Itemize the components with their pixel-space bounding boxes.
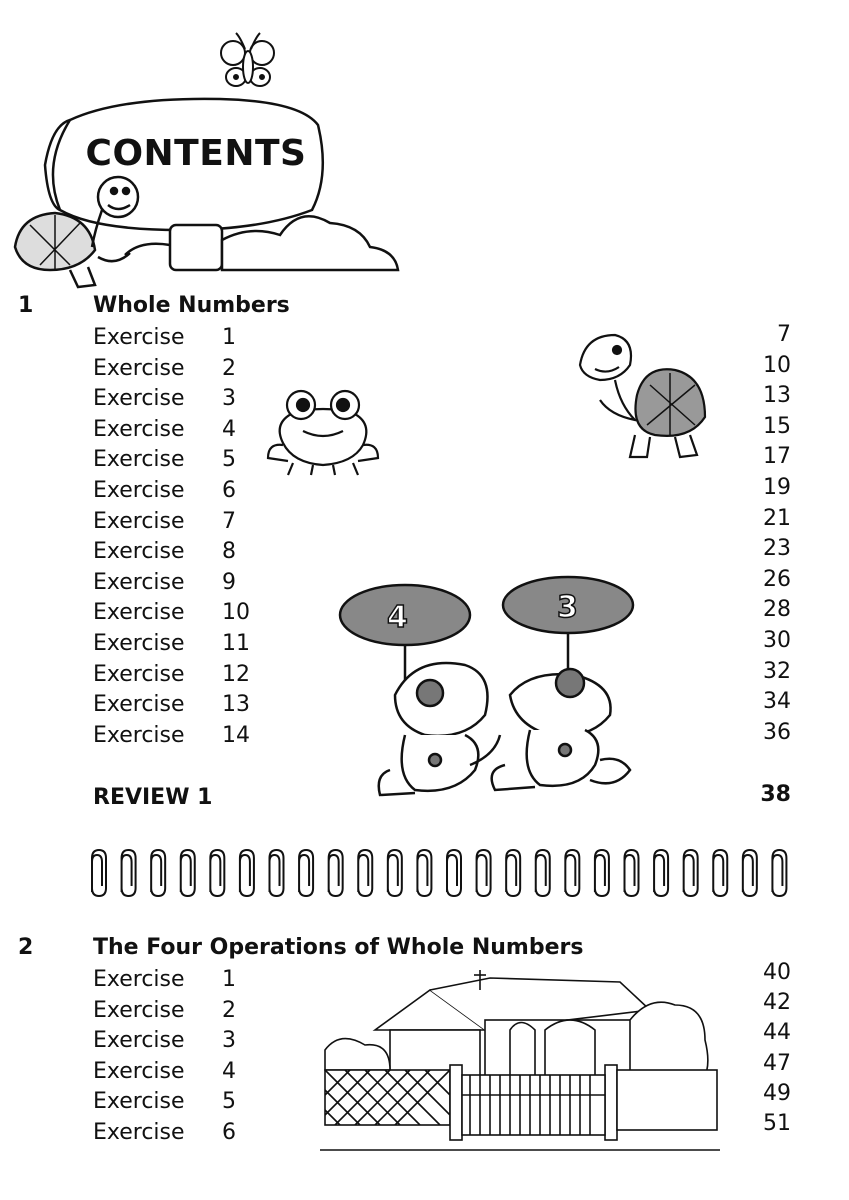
exercise-label: Exercise	[93, 386, 185, 412]
clown-sign-left-number: 4	[387, 600, 408, 635]
paper-clip-icon	[447, 850, 461, 896]
paper-clip-icon	[151, 850, 165, 896]
exercise-number: 13	[222, 692, 250, 718]
exercise-page-number: 34	[763, 689, 791, 715]
page-title: CONTENTS	[85, 133, 307, 174]
exercise-number: 1	[222, 325, 236, 350]
exercise-number: 10	[222, 600, 250, 626]
paper-clip-icon	[654, 850, 668, 896]
paper-clip-icon	[417, 850, 431, 896]
paper-clip-icon	[270, 850, 284, 896]
exercise-number: 2	[222, 355, 236, 381]
paper-clip-divider	[82, 848, 792, 900]
chapter-title: The Four Operations of Whole Numbers	[93, 935, 584, 960]
paper-clip-icon	[388, 850, 402, 896]
exercise-number: 3	[222, 386, 236, 412]
exercise-label: Exercise	[93, 631, 185, 656]
exercise-label: Exercise	[93, 539, 185, 565]
exercise-page-number: 44	[763, 1020, 791, 1046]
exercise-number: 7	[222, 508, 236, 534]
paper-clip-icon	[329, 850, 343, 896]
clowns-illustration	[335, 575, 645, 805]
frog-icon	[263, 383, 383, 478]
exercise-number: 11	[222, 631, 250, 656]
clown-sign-right-number: 3	[557, 590, 578, 625]
exercise-page-number: 36	[763, 719, 791, 745]
exercise-label: Exercise	[93, 1119, 185, 1145]
exercise-label: Exercise	[93, 416, 185, 442]
paper-clip-icon	[595, 850, 609, 896]
exercise-label: Exercise	[93, 967, 185, 992]
exercise-number: 4	[222, 416, 236, 442]
review-label: REVIEW 1	[93, 785, 213, 810]
exercise-number: 1	[222, 967, 236, 992]
exercise-number: 3	[222, 1028, 236, 1053]
exercise-number: 5	[222, 447, 236, 473]
paper-clip-icon	[299, 850, 313, 896]
exercise-page-number: 13	[763, 383, 791, 409]
exercise-page-number: 51	[763, 1111, 791, 1136]
paper-clip-icon	[625, 850, 639, 896]
exercise-label: Exercise	[93, 1028, 185, 1053]
paper-clip-icon	[181, 850, 195, 896]
exercise-page-number: 49	[763, 1080, 791, 1106]
exercise-label: Exercise	[93, 600, 185, 626]
exercise-label: Exercise	[93, 692, 185, 718]
exercise-number: 14	[222, 722, 250, 748]
exercise-page-number: 10	[763, 352, 791, 378]
exercise-label: Exercise	[93, 569, 185, 595]
exercise-page-number: 28	[763, 597, 791, 623]
paper-clip-icon	[536, 850, 550, 896]
exercise-page-number: 17	[763, 444, 791, 470]
turtle-right-icon	[575, 325, 715, 465]
review-page-number: 38	[760, 782, 791, 807]
paper-clip-icon	[743, 850, 757, 896]
paper-clip-icon	[240, 850, 254, 896]
exercise-label: Exercise	[93, 447, 185, 473]
paper-clip-icon	[506, 850, 520, 896]
exercise-label: Exercise	[93, 1058, 185, 1084]
paper-clip-icon	[565, 850, 579, 896]
paper-clip-icon	[358, 850, 372, 896]
exercise-number: 6	[222, 478, 236, 503]
exercise-page-number: 42	[763, 990, 791, 1016]
exercise-label: Exercise	[93, 661, 185, 687]
exercise-page-number: 19	[763, 475, 791, 500]
paper-clip-icon	[772, 850, 786, 896]
chapter-title: Whole Numbers	[93, 293, 290, 318]
butterfly-icon	[221, 33, 274, 86]
exercise-number: 6	[222, 1119, 236, 1145]
sign-board	[45, 99, 398, 270]
exercise-page-number: 26	[763, 566, 791, 592]
exercise-label: Exercise	[93, 997, 185, 1023]
exercise-page-number: 40	[763, 960, 791, 985]
exercise-page-number: 7	[777, 322, 791, 347]
exercise-page-number: 32	[763, 658, 791, 684]
paper-clip-icon	[92, 850, 106, 896]
exercise-number: 4	[222, 1058, 236, 1084]
exercise-label: Exercise	[93, 355, 185, 381]
exercise-page-number: 23	[763, 536, 791, 562]
exercise-label: Exercise	[93, 325, 185, 350]
exercise-number: 2	[222, 997, 236, 1023]
exercise-number: 8	[222, 539, 236, 565]
paper-clip-icon	[210, 850, 224, 896]
exercise-page-number: 47	[763, 1050, 791, 1076]
paper-clip-icon	[713, 850, 727, 896]
exercise-page-number: 15	[763, 413, 791, 439]
exercise-label: Exercise	[93, 722, 185, 748]
chapter-number: 1	[18, 293, 34, 318]
paper-clip-icon	[477, 850, 491, 896]
exercise-label: Exercise	[93, 508, 185, 534]
exercise-number: 5	[222, 1089, 236, 1114]
house-illustration	[320, 970, 720, 1160]
exercise-label: Exercise	[93, 1089, 185, 1114]
exercise-label: Exercise	[93, 478, 185, 503]
chapter-number: 2	[18, 935, 34, 960]
exercise-number: 9	[222, 569, 236, 595]
exercise-page-number: 21	[763, 505, 791, 531]
paper-clip-icon	[684, 850, 698, 896]
exercise-number: 12	[222, 661, 250, 687]
exercise-page-number: 30	[763, 628, 791, 653]
paper-clip-icon	[122, 850, 136, 896]
